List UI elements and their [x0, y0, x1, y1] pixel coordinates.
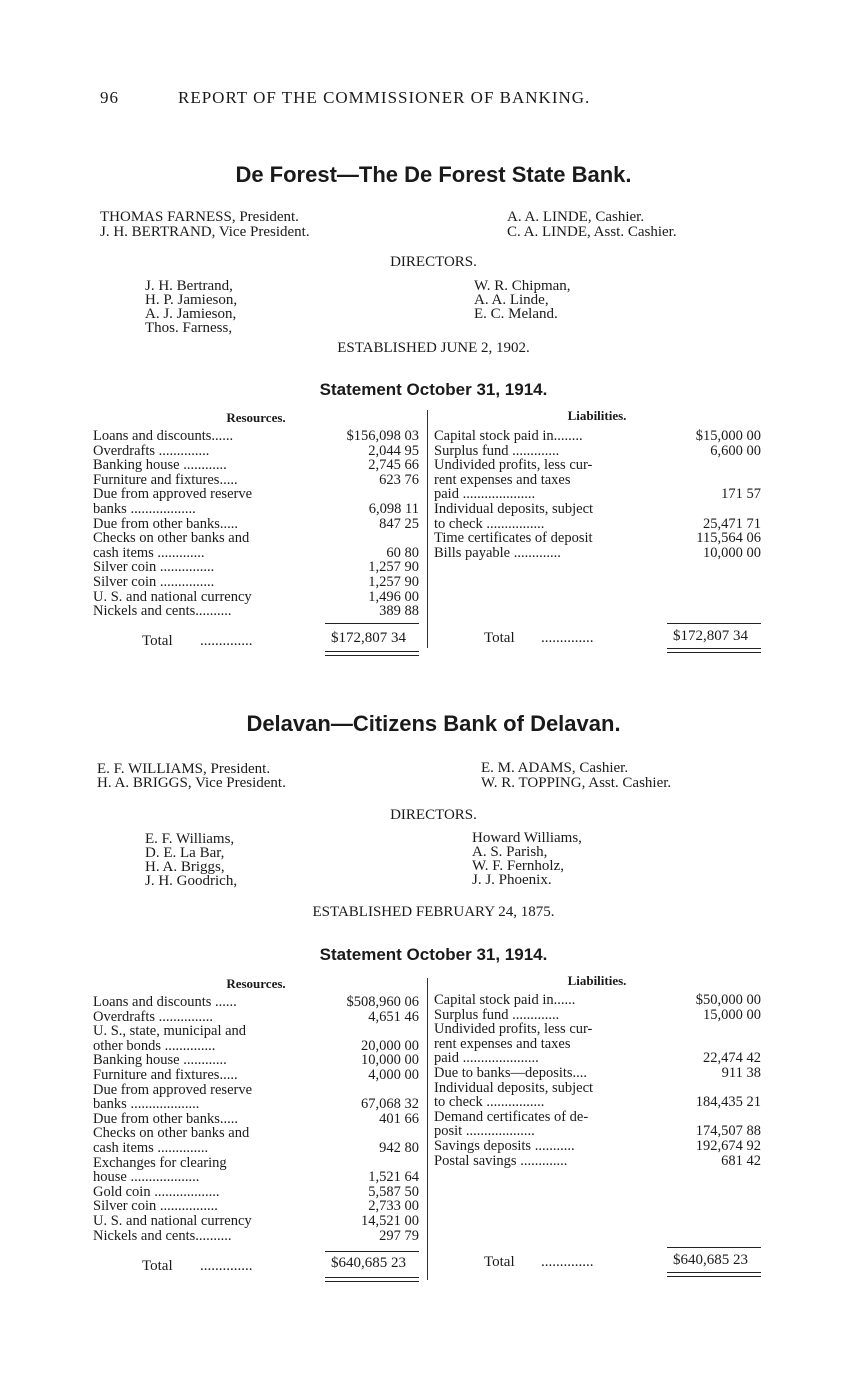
- resources-table: [93, 429, 419, 619]
- table-row: Checks on other banks and: [93, 530, 250, 547]
- total-label: Total: [484, 630, 515, 646]
- established-date: ESTABLISHED JUNE 2, 1902.: [337, 340, 530, 356]
- table-row: U. S. and national currency 14,521 00: [93, 1212, 419, 1229]
- officer-asst-cashier: C. A. LINDE, Asst. Cashier.: [507, 224, 677, 240]
- table-row: Undivided profits, less cur-: [434, 1021, 593, 1038]
- table-row: Silver coin ............... 1,257 90: [93, 559, 419, 576]
- table-row: house ................... 1,521 64: [93, 1169, 419, 1186]
- total-rule: [667, 623, 761, 624]
- director-name: A. S. Parish,: [472, 844, 548, 860]
- table-row: Checks on other banks and: [93, 1125, 250, 1142]
- table-row: Capital stock paid in........ $15,000 00: [434, 428, 761, 444]
- table-row: Banking house ............ 2,745 66: [93, 457, 419, 474]
- table-row: Furniture and fixtures..... 4,000 00: [93, 1066, 419, 1083]
- liabilities-heading: Liabilities.: [567, 408, 627, 423]
- officer-cashier: E. M. ADAMS, Cashier.: [481, 760, 629, 776]
- director-name: Thos. Farness,: [145, 320, 233, 336]
- table-row: Overdrafts .............. 2,044 95: [93, 442, 419, 459]
- table-row: Due from other banks..... 847 25: [93, 515, 419, 532]
- total-leader: ..............: [541, 1254, 594, 1270]
- total-label: Total: [142, 1258, 173, 1274]
- table-row: Due to banks—deposits.... 911 38: [434, 1064, 761, 1081]
- table-row: Due from approved reserve: [93, 486, 253, 503]
- column-divider: [427, 978, 428, 1280]
- table-row: Time certificates of deposit 115,564 06: [434, 530, 761, 547]
- table-row: Demand certificates of de-: [434, 1108, 589, 1125]
- officer-president: E. F. WILLIAMS, President.: [97, 761, 271, 777]
- resources-heading: Resources.: [226, 976, 286, 991]
- total-resources: $640,685 23: [331, 1255, 406, 1271]
- table-row: Gold coin .................. 5,587 50: [93, 1183, 419, 1200]
- total-rule: [325, 1251, 419, 1252]
- table-row: Individual deposits, subject: [434, 1079, 594, 1096]
- director-name: D. E. La Bar,: [145, 845, 225, 861]
- total-rule: [667, 1247, 761, 1248]
- table-row: to check ................ 25,471 71: [434, 515, 761, 532]
- resources-table: [93, 995, 419, 1243]
- table-row: Capital stock paid in...... $50,000 00: [434, 992, 761, 1008]
- table-row: Silver coin ................ 2,733 00: [93, 1198, 419, 1215]
- table-row: Nickels and cents.......... 389 88: [93, 603, 419, 620]
- table-row: Nickels and cents.......... 297 79: [93, 1227, 419, 1244]
- column-divider: [427, 410, 428, 648]
- table-row: Surplus fund ............. 15,000 00: [434, 1006, 761, 1023]
- total-liabilities: $640,685 23: [673, 1252, 748, 1268]
- total-leader: ..............: [200, 633, 253, 649]
- table-row: banks .................. 6,098 11: [93, 500, 419, 517]
- director-name: J. H. Bertrand,: [145, 278, 233, 294]
- director-name: W. R. Chipman,: [474, 278, 571, 294]
- directors-left-list: [145, 832, 237, 888]
- established-date: ESTABLISHED FEBRUARY 24, 1875.: [312, 904, 555, 920]
- liabilities-table: [434, 993, 761, 1168]
- total-label: Total: [484, 1254, 515, 1270]
- table-row: banks ................... 67,068 32: [93, 1096, 419, 1113]
- total-leader: ..............: [200, 1258, 253, 1274]
- officer-president: THOMAS FARNESS, President.: [100, 209, 299, 225]
- bank-title: Delavan—Citizens Bank of Delavan.: [246, 711, 621, 736]
- table-row: Overdrafts ............... 4,651 46: [93, 1008, 419, 1025]
- table-row: Bills payable ............. 10,000 00: [434, 544, 761, 561]
- directors-left-list: [145, 279, 237, 335]
- table-row: Undivided profits, less cur-: [434, 457, 593, 474]
- table-row: posit ................... 174,507 88: [434, 1123, 761, 1140]
- report-title: REPORT OF THE COMMISSIONER OF BANKING.: [178, 88, 591, 107]
- director-name: E. C. Meland.: [474, 306, 558, 322]
- table-row: paid ..................... 22,474 42: [434, 1050, 761, 1067]
- double-rule: [667, 648, 761, 653]
- bank-title: De Forest—The De Forest State Bank.: [235, 162, 632, 187]
- director-name: J. J. Phoenix.: [472, 872, 552, 888]
- director-name: J. H. Goodrich,: [145, 873, 238, 889]
- liabilities-heading: Liabilities.: [567, 973, 627, 988]
- statement-title: Statement October 31, 1914.: [319, 945, 548, 964]
- director-name: A. J. Jamieson,: [145, 306, 237, 322]
- officer-asst-cashier: W. R. TOPPING, Asst. Cashier.: [481, 775, 672, 791]
- resources-heading: Resources.: [226, 410, 286, 425]
- table-row: cash items ............. 60 80: [93, 544, 419, 561]
- table-row: Due from approved reserve: [93, 1081, 253, 1098]
- table-row: Savings deposits ........... 192,674 92: [434, 1137, 761, 1154]
- table-row: Loans and discounts ...... $508,960 06: [93, 994, 419, 1010]
- officer-vice-president: J. H. BERTRAND, Vice President.: [100, 224, 310, 240]
- total-label: Total: [142, 633, 173, 649]
- total-liabilities: $172,807 34: [673, 628, 748, 644]
- director-name: E. F. Williams,: [145, 831, 235, 847]
- director-name: H. P. Jamieson,: [145, 292, 238, 308]
- total-rule: [325, 623, 419, 624]
- table-row: to check ................ 184,435 21: [434, 1094, 761, 1111]
- table-row: Furniture and fixtures..... 623 76: [93, 471, 419, 488]
- table-row: rent expenses and taxes: [434, 1035, 571, 1052]
- director-name: H. A. Briggs,: [145, 859, 225, 875]
- directors-heading: DIRECTORS.: [390, 254, 477, 270]
- director-name: A. A. Linde,: [474, 292, 549, 308]
- table-row: U. S. and national currency 1,496 00: [93, 588, 419, 605]
- table-row: Individual deposits, subject: [434, 500, 594, 517]
- table-row: Banking house ............ 10,000 00: [93, 1052, 419, 1069]
- table-row: Silver coin ............... 1,257 90: [93, 573, 419, 590]
- table-row: Due from other banks..... 401 66: [93, 1110, 419, 1127]
- double-rule: [667, 1272, 761, 1277]
- table-row: Surplus fund ............. 6,600 00: [434, 442, 761, 459]
- double-rule: [325, 651, 419, 656]
- directors-right-list: [472, 831, 582, 887]
- liabilities-table: [434, 429, 761, 560]
- table-row: cash items .............. 942 80: [93, 1139, 419, 1156]
- officer-vice-president: H. A. BRIGGS, Vice President.: [97, 775, 286, 791]
- table-row: Loans and discounts...... $156,098 03: [93, 428, 419, 444]
- total-resources: $172,807 34: [331, 630, 406, 646]
- table-row: paid .................... 171 57: [434, 486, 761, 503]
- director-name: Howard Williams,: [472, 830, 582, 846]
- table-row: rent expenses and taxes: [434, 471, 571, 488]
- statement-title: Statement October 31, 1914.: [319, 380, 548, 399]
- director-name: W. F. Fernholz,: [472, 858, 564, 874]
- table-row: other bonds .............. 20,000 00: [93, 1037, 419, 1054]
- directors-heading: DIRECTORS.: [390, 807, 477, 823]
- page-number: 96: [100, 88, 119, 107]
- double-rule: [325, 1277, 419, 1282]
- table-row: U. S., state, municipal and: [93, 1023, 247, 1040]
- table-row: Exchanges for clearing: [93, 1154, 227, 1171]
- total-leader: ..............: [541, 630, 594, 646]
- table-row: Postal savings ............. 681 42: [434, 1152, 761, 1169]
- officer-cashier: A. A. LINDE, Cashier.: [507, 209, 645, 225]
- directors-right-list: [474, 279, 571, 321]
